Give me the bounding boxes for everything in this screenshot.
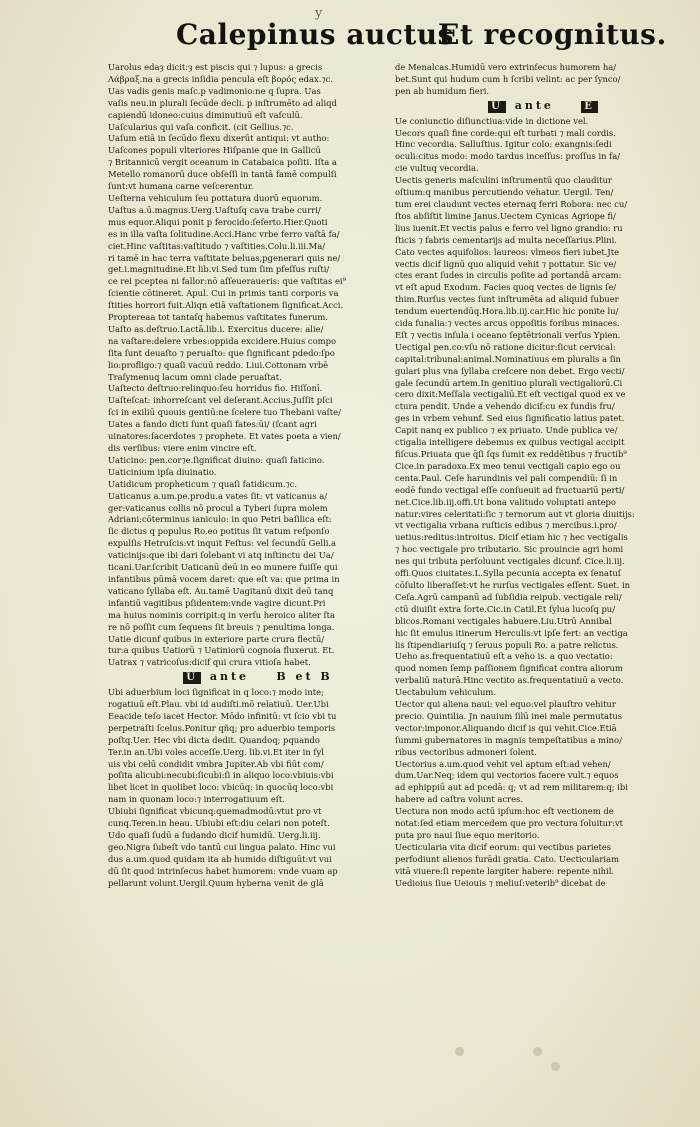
text-line: ger:vaticanus collis nō procul a Tyberi ſupra molem bbox=[108, 502, 328, 513]
paper-hole bbox=[533, 1047, 542, 1056]
text-line: Uector qui aliena naui: vel equo:vel plauſtro vehitur bbox=[395, 699, 616, 710]
text-line: capital:tribunal:animal.Nominatiuus em pluralis a ſin bbox=[395, 353, 621, 364]
right-text-column bbox=[395, 62, 693, 890]
paper-hole bbox=[551, 1062, 560, 1071]
text-line: cōſulto liberaſſet:vt he rurſus vectigales eſſent. Suet. in bbox=[395, 579, 631, 590]
text-line: Ue coniunctio diſiunctiua:vide in dictione vel. bbox=[395, 115, 589, 126]
text-line: Traſymenuq lacum omni clade peruaſtat. bbox=[108, 371, 282, 382]
text-line: pellarunt volunt.Uergil.Quum hyberna venit de glā bbox=[108, 877, 324, 888]
text-line: Uarolus edaȝ dicit:ȝ est piscis qui ⁊ lupus: a grecis bbox=[108, 62, 323, 72]
text-line: Uecors quaſi fine corde:qui eſt turbati ⁊ mali cordis. bbox=[395, 127, 616, 138]
text-line: re nō poſſit cum ſequens ſit breuis ⁊ penultima longa. bbox=[108, 621, 335, 632]
text-line: rogatiuū eſt.Plau. vbi id audiſti.mō relatiuū. Uer.Ubi bbox=[108, 699, 329, 710]
text-line: ges in vrbem vehunf. Sed eius ſignificatio latius patet. bbox=[395, 413, 625, 424]
text-line: precio. Quintilia. Jn nauium ſilū inei male permutatus bbox=[395, 710, 623, 721]
text-line: verbaliū naturā.Hinc vectito as.frequentatiuū a vecto. bbox=[395, 675, 624, 686]
text-line: lis ſtipendiariuſq ⁊ ſeruus populi Ro. a patre relictus. bbox=[395, 639, 619, 650]
text-line: geo.Nigra ſubeſt vdo tantū cui lingua palato. Hinc vui bbox=[108, 841, 336, 852]
left-section-heading bbox=[108, 671, 408, 684]
text-line: perfodiunt alienos furādi gratia. Cato. Uecticulariam bbox=[395, 853, 620, 864]
text-line: oſtium:q manibus percutiendo vehatur. Uergil. Ten/ bbox=[395, 187, 614, 198]
text-line: infantibus pūmā vocem daret: que eſt va: que prima in bbox=[108, 573, 340, 584]
text-line: perpetraſti ſcelus.Ponitur qñq; pro aduerbio temporis bbox=[108, 722, 336, 733]
text-line: get.i.magnitudine.Et lib.vi.Sed tum ſim pfeſſus ruſti/ bbox=[108, 264, 330, 275]
right-column-lines bbox=[395, 62, 693, 98]
text-line: vaſis neu.in plurali ſecūde decli. p inſtrumēto ad aliqd bbox=[108, 97, 337, 108]
text-line: Uates a fando dicti ſunt quaſi fates:ūi/ (ſcant agri bbox=[108, 419, 317, 430]
left-column-lines bbox=[108, 62, 408, 669]
text-line: Cice.in paradoxa.Ex meo tenui vectigali capio ego ou bbox=[395, 460, 621, 471]
text-line: Uaſto as.deſtruo.Lactā.lib.i. Exercitus ducere: alie/ bbox=[108, 323, 324, 334]
text-line: ſunt:vt humana carne veſcerentur. bbox=[108, 181, 254, 192]
right-column-lines-2 bbox=[395, 116, 693, 890]
text-line: vectis dicif lignū quo aliquid vehit ⁊ pottatur. Sic ve/ bbox=[395, 258, 617, 269]
text-line: nes qui tributa perſoluunt vectigales dicunf. Cice.li.iij. bbox=[395, 556, 625, 567]
text-line: oculi:citus modo: modo tardus inceſſus: proſſus in fa/ bbox=[395, 151, 621, 162]
text-line: Capit nanq ex publico ⁊ ex priuato. Unde publica ve/ bbox=[395, 425, 618, 436]
text-line: Uaticinium ipſa diuinatio. bbox=[108, 466, 217, 477]
text-line: bet.Sunt qui hudum cum h ſcribi velint: ac per ſynco/ bbox=[395, 73, 621, 84]
text-line: habere ad caſtra volunt acres. bbox=[395, 794, 524, 805]
text-line: Λάβραξ.na a grecis inſidia pencula eſt βορός edax.⁊c. bbox=[108, 73, 333, 84]
text-line: uinatores:ſacerdotes ⁊ prophete. Et vates poeta a vien/ bbox=[108, 431, 341, 442]
text-line: Uaſtecto deſtruo:relinquo:ſeu horridus fio. Hiſſonī. bbox=[108, 383, 323, 394]
right-section-heading bbox=[395, 100, 693, 113]
text-line: libet licet in quolibet loco: vbicūq: in quocūq loco:vbi bbox=[108, 782, 334, 793]
text-line: dus a.um.quod quidam ita ab humido diſtiguūt:vt vui bbox=[108, 853, 332, 864]
text-line: ciet.Hinc vaſtitas:vaſtitudo ⁊ vaſtities.Colu.li.iii.Ma/ bbox=[108, 240, 326, 251]
text-line: poſita alicubi:necubi:ſicubi:ſi in aliquo loco:vbiuis:vbi bbox=[108, 770, 334, 781]
text-line: Hinc vecordia. Salluſtius. Igitur colo: exangnis:ſedi bbox=[395, 139, 612, 150]
text-line: gulari plus vna ſyllaba creſcere non debet. Ergo vecti/ bbox=[395, 365, 625, 376]
text-line: Cato vectes aquifolios: laureos: vlmeos fieri iubet.Jte bbox=[395, 246, 620, 257]
text-line: ſticis ⁊ fabris cementarijs ad multa neceſſarius.Plini. bbox=[395, 234, 617, 245]
text-line: nam in quonam loco:⁊ interrogatiuum eſt. bbox=[108, 794, 285, 805]
text-line: ri tamē in hac terra vaſtitate beluas,pgenerari quis ne/ bbox=[108, 252, 341, 263]
text-line: dū ſit quod intrinſecus habet humorem: vnde vuam ap bbox=[108, 865, 338, 876]
text-line: lius iuenit.Et vectis palus e ferro vel ligno grandio: ru bbox=[395, 222, 623, 233]
page-mark: y bbox=[315, 6, 323, 21]
text-line: Ubiubi ſignificat vbicunq:quemadmodū:vtut pro vt bbox=[108, 806, 322, 817]
text-line: Uaticino: pen.cor⁊e.ſignificat diuino: quaſi faticino. bbox=[108, 454, 325, 465]
running-head-left: Calepinus auctus bbox=[176, 18, 454, 51]
text-line: ad ephippiū aut ad pcedā: q; vt ad rem militarem:q; ibi bbox=[395, 782, 628, 793]
section-heading-tail: B et B bbox=[276, 670, 333, 684]
text-line: net.Cice.lib.iij.offi.Ut bona valitudo voluptati antepo bbox=[395, 496, 616, 507]
text-line: de Menalcas.Humidū vero extrinſecus humorem ha/ bbox=[395, 62, 617, 72]
text-line: Uatie dicunf quibus in exteriore parte crura flectū/ bbox=[108, 633, 325, 644]
running-head-right: Et recognitus. bbox=[438, 18, 667, 51]
section-heading-text: ante bbox=[209, 670, 250, 684]
text-line: ſci in exiliū quouis gentiū:ne ſcelere tuo Thebani vaſte/ bbox=[108, 407, 341, 418]
text-line: Uectigal pen.co:vſu nō ratione dicitur:ſicut cervical: bbox=[395, 341, 616, 352]
text-line: tur:a quibus Uatiorū ⁊ Uatiniorū cognoia fluxerut. Et. bbox=[108, 645, 335, 656]
text-line: Uaſteſcat: inhorreſcant vel deſerant.Accius.Juſſit pſci bbox=[108, 395, 333, 406]
text-line: Ter.in an.Ubi voles acceſſe.Uerg. lib.vi.Et iter in ſyl bbox=[108, 746, 324, 757]
text-line: vector:imponor.Aliquando dicif is qui vehit.Cice.Etiā bbox=[395, 722, 617, 733]
text-line: centa.Paul. Ceſe harundinis vel pali compendiū: ſi in bbox=[395, 472, 618, 483]
text-line: Uaſcones populi vlteriores Hiſpanie que in Gallicū bbox=[108, 145, 321, 156]
text-line: Adriani:cōterminus ianiculo: in quo Petri baſilica eſt: bbox=[108, 514, 332, 525]
text-line: Uectorius a.um.quod vehit vel aptum eſt:ad vehen/ bbox=[395, 758, 611, 769]
text-line: ⁊ Britannicū vergit oceanum in Catabaica poſiti. Iſta a bbox=[108, 157, 337, 168]
text-line: thim.Rurſus vectes ſunt inſtrumēta ad aliquid ſubuer bbox=[395, 294, 619, 305]
text-line: vt eſt apud Exodum. Facies quoq vectes de lignis ſe/ bbox=[395, 282, 617, 293]
text-line: Ubi aduerbium loci ſignificat in q loco:⁊ modo inte; bbox=[108, 687, 324, 698]
text-line: cunq.Teren.in heau. Ubiubi eſt:diu celari non poteſt. bbox=[108, 818, 330, 829]
left-text-column bbox=[108, 62, 408, 890]
text-line: natur:vires celeritati:ſic ⁊ ternorum aut vt gloria diuitijs: bbox=[395, 508, 635, 519]
text-line: dis verſibus: viere enim vincire eſt. bbox=[108, 443, 257, 453]
text-line: Uaſum etiā in ſecūdo flexu dixerūt antiqui: vt autho: bbox=[108, 133, 330, 144]
text-line: hic ſit emulus itinerum Herculis:vt ipſe fert: an vectiga bbox=[395, 627, 628, 638]
text-line: tum erei claudunt vectes eternaq ferri Robora: nec cu/ bbox=[395, 198, 628, 209]
text-line: Uatrax ⁊ vatricoſus:dicif qui crura vitioſa habet. bbox=[108, 657, 311, 668]
text-line: ticani.Uar.ſcribit Uaticanū deū in eo munere fuiſſe qui bbox=[108, 562, 338, 573]
text-line: Uaticanus a.um.pe.produ.a vates ſit: vt vaticanus a/ bbox=[108, 490, 328, 501]
text-line: ſummi gubernatores in magnis tempeſtatibus a mino/ bbox=[395, 734, 622, 745]
text-line: Ueſterna vehiculum ſeu pottatura duorū equorum. bbox=[108, 192, 323, 203]
text-line: Eſt ⁊ vectis inſula i oceano ſeptētrionali verſus Ypien. bbox=[395, 329, 621, 340]
text-line: Uectura non modo actū ipſum:hoc eſt vectionem de bbox=[395, 806, 614, 817]
text-line: Uaſcularius qui vaſa conficit. (cit Gellius.⁊c. bbox=[108, 121, 294, 132]
text-line: ce rei pceptea ni fallor:nō aſſeueraueris: que vaſtitas ei⁹ bbox=[108, 276, 346, 287]
section-heading-tail: E bbox=[581, 101, 598, 113]
text-line: eodē fundo vectigal eſſe conſueuit ad fructuariū perti/ bbox=[395, 484, 625, 495]
text-line: cie vultuq vecordia. bbox=[395, 163, 479, 174]
text-line: ctigalia intelligere debemus ex quibus vectigal accipit bbox=[395, 437, 625, 448]
text-line: capiendū idoneo:cuius diminutiuū eſt vaſculū. bbox=[108, 109, 303, 120]
text-line: Udo quaſi ſudū a ſudando dicif humidū. Uerg.li.iij. bbox=[108, 830, 321, 840]
text-line: gale ſecundū artem.In genitiuo plurali vectigaliorū.Ci bbox=[395, 377, 623, 388]
text-line: ⁊ hoc vectigale pro tributario. Sic prouincie agri homi bbox=[395, 544, 624, 555]
text-line: Uatidicum propheticum ⁊ quaſi fatidicum.⁊c. bbox=[108, 478, 298, 489]
text-line: Uaſtus a.ū.magnus.Uerg.Uaſtuſq cava trabe curri/ bbox=[108, 204, 321, 215]
text-line: Uedioius ſiue Ueiouis ⁊ meliuſ:veterib⁹ dicebat de bbox=[395, 877, 606, 888]
text-line: na vaſtare:delere vrbes:oppida excidere.Huius compo bbox=[108, 335, 337, 346]
text-line: Uas vadis genis maſc.p vadimonio:ne q ſupra. Uas bbox=[108, 85, 321, 96]
text-line: poſtq.Uer. Hec vbi dicta dedit. Quandoq; pquando bbox=[108, 734, 320, 745]
section-initial: U bbox=[183, 672, 201, 684]
text-line: offi.Quos ciuitates.L.Sylla pecunia accepta ex ſenatuſ bbox=[395, 568, 621, 579]
text-line: fiſcus.Priuata que q̄ſi ſqs ſumit ex reddētibus ⁊ fructib⁹ bbox=[395, 449, 627, 459]
text-line: infantiū vagitibus pſidentem:vnde vagire dicunt.Pri bbox=[108, 597, 326, 608]
section-heading-text: ante bbox=[514, 98, 554, 112]
text-line: ctū diuiſit extra ſorte.Cic.in Catil.Et ſylua lucoſq pu/ bbox=[395, 603, 616, 614]
text-line: ribus vectoribus admoneri ſolent. bbox=[395, 746, 537, 757]
text-line: uis vbi celū condidit vmbra Jupiter.Ab vbi fiūt com/ bbox=[108, 758, 324, 769]
text-line: mus equor.Aliqui ponit p ferocido:ſeſerto.Hier.Quoti bbox=[108, 216, 328, 227]
paper-hole bbox=[455, 1047, 464, 1056]
text-line: pen ab humidum fieri. bbox=[395, 85, 490, 96]
text-line: vaticano ſyllaba eſt. Au.tamē Uagitanū dixit deū tanq bbox=[108, 585, 334, 596]
text-line: ctes erant ſudes in circulis poſite ad portandā arcam: bbox=[395, 270, 622, 281]
left-column-lines-2 bbox=[108, 687, 408, 889]
text-line: Uectabulum vehiculum. bbox=[395, 687, 497, 698]
text-line: ſtities horrori fuit.Aliqn etiā vaſtationem ſignificat.Acci. bbox=[108, 300, 344, 311]
text-line: puta pro naui ſiue equo meritorio. bbox=[395, 830, 540, 840]
text-line: vitā viuere:ſi repente largiter habere: repente nihil. bbox=[395, 865, 615, 876]
text-line: es in illa vaſta ſolitudine.Acci.Hanc vrbe ferro vaſtā fa/ bbox=[108, 228, 340, 239]
text-line: dum.Uar.Neq; idem qui vectorios facere vult.⁊ equos bbox=[395, 770, 619, 781]
text-line: cida funalia:⁊ vectes arcus oppoſitis foribus minaces. bbox=[395, 318, 620, 329]
text-line: ſtos abſiſtit limine Janus.Uectem Cynicas Agriope fi/ bbox=[395, 210, 616, 221]
text-line: Uectis generis maſculini inſtrumentū quo clauditur bbox=[395, 175, 612, 186]
text-line: ſic dictus q populus Ro.eo potitus ſit vatum reſponſo bbox=[108, 526, 330, 537]
text-line: lio:profligo:⁊ quaſi vacuū reddo. Liui.Cottonam vrbē bbox=[108, 359, 329, 370]
text-line: vt vectigalia vrbana ruſticis edibus ⁊ mercibus.i.pro/ bbox=[395, 520, 617, 531]
text-line: tendum euertendūq.Hora.lib.iij.car.Hic hic ponite lu/ bbox=[395, 306, 619, 317]
text-line: Uecticularia vita dicif eorum: qui vectibus parietes bbox=[395, 841, 612, 852]
text-line: quod nomen ſemp paſſionem ſignificat contra aliorum bbox=[395, 663, 623, 674]
text-line: ma huius nominis corripit:q in verſu heroico aliter ſta bbox=[108, 609, 336, 620]
text-line: vaticinijs:que ibi dari ſolebant vi atq inſtinctu dei Ua/ bbox=[108, 550, 334, 561]
text-line: blicos.Romani vectigales habuere.Liu.Utrū Annibal bbox=[395, 615, 612, 626]
text-line: Ceſa.Agrū campanū ad ſubſidia reipub. vectigale reli/ bbox=[395, 591, 622, 602]
text-line: Metello romanorū duce obſeſſi in tantā famē compulſi bbox=[108, 169, 337, 180]
text-line: expulſis Hetruſcis:vt inquit Feſtus: vel ſecundū Gelli.a bbox=[108, 538, 337, 549]
text-line: Proptereaa tot tantaſq habemus vaſtitates funerum. bbox=[108, 312, 328, 323]
text-line: cero dixit:Meſſala vectigaliū.Et eſt vectigal quod ex ve bbox=[395, 389, 626, 400]
section-initial: U bbox=[488, 101, 506, 113]
text-line: notat:ſed etiam mercedem que pro vectura ſoluitur:vt bbox=[395, 818, 623, 829]
text-line: ſcientie cōtineret. Apul. Cui in primis tanti corporis va bbox=[108, 288, 339, 299]
text-line: ctura pendit. Unde a vehendo dicif:cu ex fundis fru/ bbox=[395, 401, 615, 412]
text-line: Eeacide teſo iacet Hector. Mōdo infinitū: vt ſcio vbi tu bbox=[108, 710, 337, 721]
text-line: Ueho as.frequentatiuū eſt a veho is. a quo vectatio: bbox=[395, 651, 613, 662]
text-line: uetius:reditus:introitus. Dicif etiam hic ⁊ hec vectigalis bbox=[395, 532, 628, 543]
text-line: ſita ſunt deuaſto ⁊ peruaſto: que ſignificant pdedo:ſpo bbox=[108, 347, 335, 358]
